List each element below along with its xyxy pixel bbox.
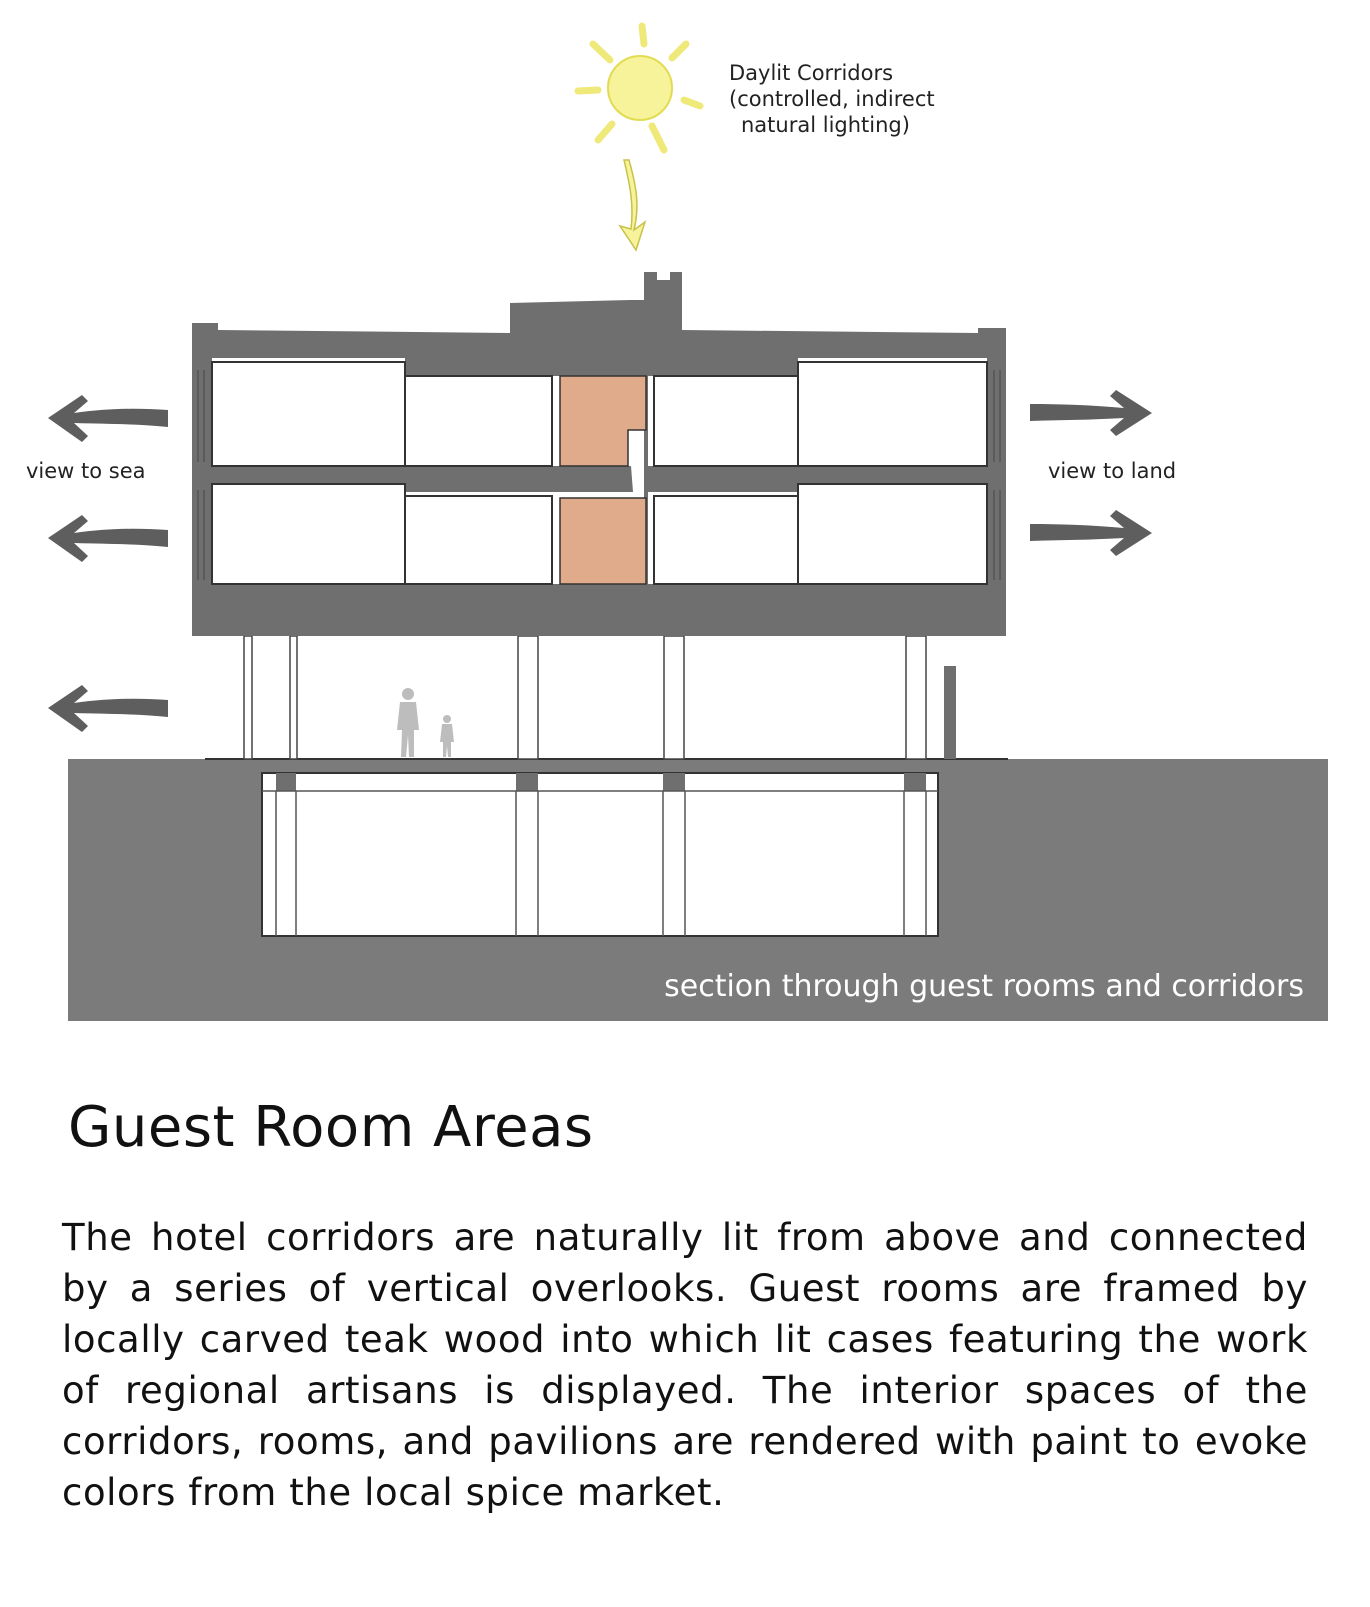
view-to-sea-label: view to sea [26, 459, 146, 483]
daylight-annotation-line-3: natural lighting) [741, 113, 910, 137]
daylight-annotation-line-2: (controlled, indirect [729, 87, 935, 111]
section-caption: section through guest rooms and corridors [664, 969, 1304, 1004]
description-paragraph: The hotel corridors are naturally lit from above and connected by a series of vertical overlooks. Guest rooms are framed by locally carved teak wood into which lit cases featuring the work of regional artisans is displayed. The interior spaces of the corridors, rooms, and pavilions are rendered with paint to evoke colors from the local spice market. [62, 1216, 1308, 1514]
daylight-arrow-icon [620, 160, 645, 250]
page-title: Guest Room Areas [68, 1095, 594, 1160]
basement-hall [262, 773, 938, 936]
arrow-left-icon [48, 395, 168, 732]
person-child-icon [440, 715, 454, 757]
sun-icon [578, 26, 700, 150]
person-adult-icon [397, 688, 419, 757]
view-to-land-label: view to land [1048, 459, 1177, 483]
ground-floor-pilotis [244, 636, 956, 759]
daylight-annotation-line-1: Daylit Corridors [729, 61, 894, 85]
